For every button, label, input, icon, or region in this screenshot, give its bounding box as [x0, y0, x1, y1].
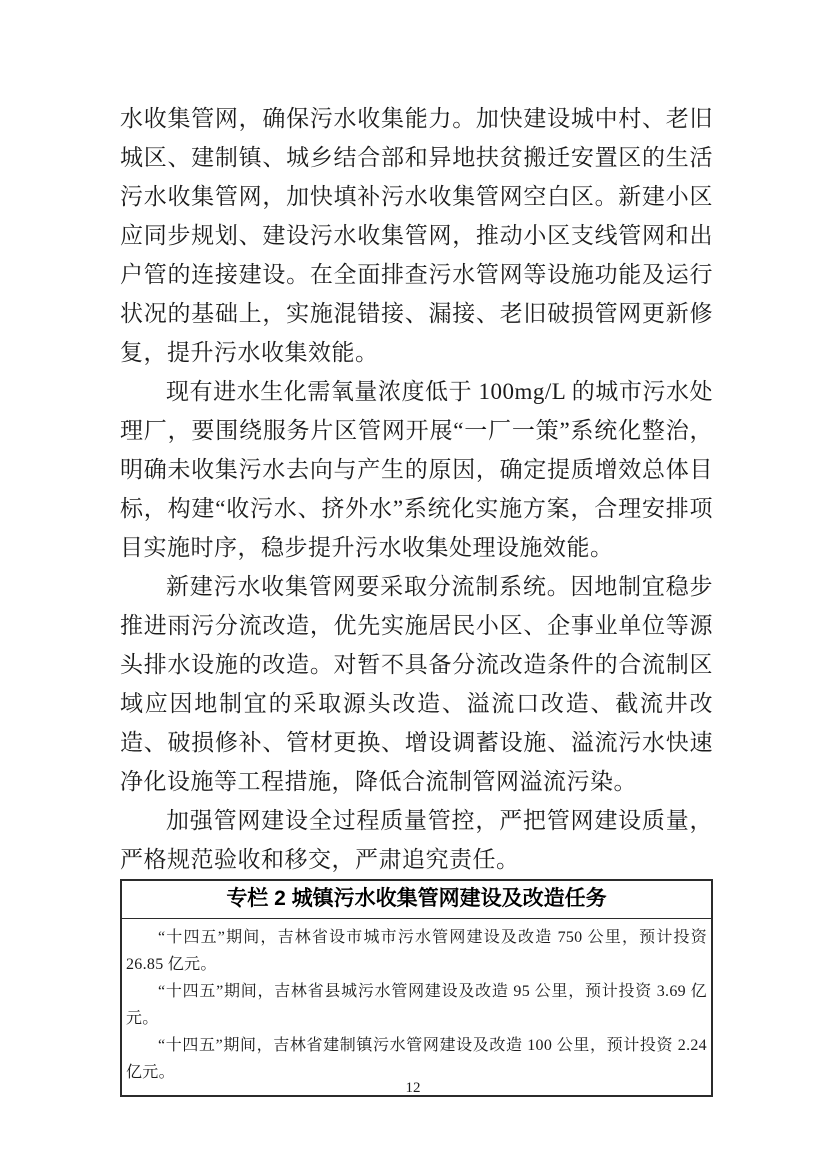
body-paragraph: 现有进水生化需氧量浓度低于 100mg/L 的城市污水处理厂，要围绕服务片区管网开展“一厂一策”系统化整治，明确未收集污水去向与产生的原因，确定提质增效总体目标，构建“收污水、挤外水”系统化实施方案，合理安排项目实施时序，稳步提升污水收集处理设施效能。: [120, 379, 713, 560]
body-paragraph: 新建污水收集管网要采取分流制系统。因地制宜稳步推进雨污分流改造，优先实施居民小区、企事业单位等源头排水设施的改造。对暂不具备分流改造条件的合流制区域应因地制宜的采取源头改造、溢流口改造、截流井改造、破损修补、管材更换、增设调蓄设施、溢流污水快速净化设施等工程措施，降低合流制管网溢流污染。: [120, 574, 713, 794]
body-paragraph: 水收集管网，确保污水收集能力。加快建设城中村、老旧城区、建制镇、城乡结合部和异地扶贫搬迁安置区的生活污水收集管网，加快填补污水收集管网空白区。新建小区应同步规划、建设污水收集管网，推动小区支线管网和出户管的连接建设。在全面排查污水管网等设施功能及运行状况的基础上，实施混错接、漏接、老旧破损管网更新修复，提升污水收集效能。: [120, 106, 713, 365]
body-paragraphs: [120, 99, 713, 879]
callout-paragraph: “十四五”期间，吉林省县城污水管网建设及改造 95 公里，预计投资 3.69 亿元。: [126, 983, 707, 1027]
callout-title: 专栏 2 城镇污水收集管网建设及改造任务: [122, 881, 711, 919]
callout-box: [120, 879, 713, 1097]
page-number: 12: [405, 1080, 421, 1096]
body-paragraph: 加强管网建设全过程质量管控，严把管网建设质量，严格规范验收和移交，严肃追究责任。: [120, 808, 713, 872]
callout-body: [122, 919, 711, 1095]
callout-paragraph: “十四五”期间，吉林省设市城市污水管网建设及改造 750 公里，预计投资 26.85 亿元。: [126, 929, 707, 973]
page-content: [120, 99, 713, 1097]
callout-paragraph: “十四五”期间，吉林省建制镇污水管网建设及改造 100 公里，预计投资 2.24 亿元。: [126, 1037, 707, 1081]
